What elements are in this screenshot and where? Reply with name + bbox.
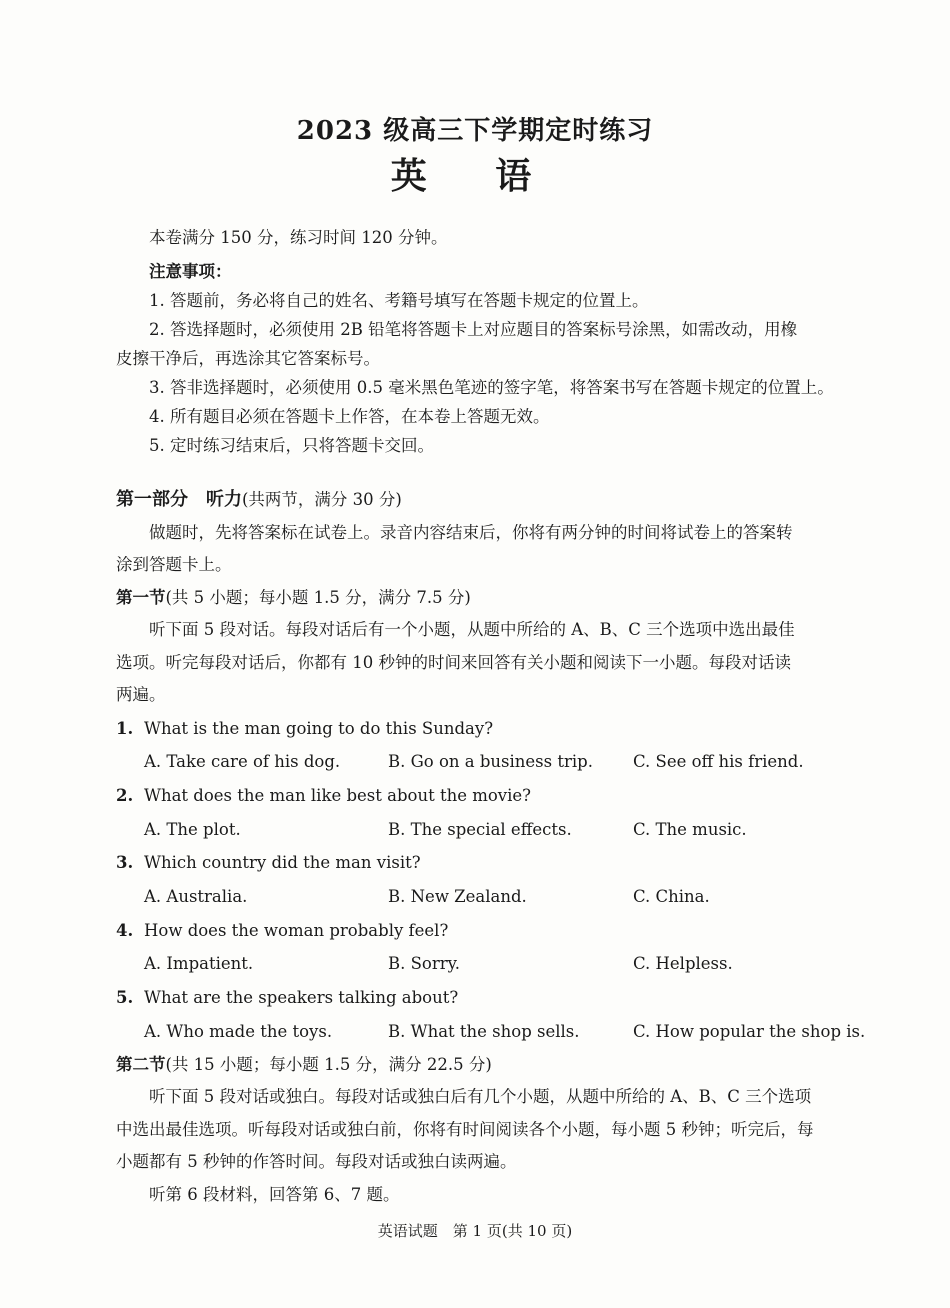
part1-block [116, 484, 876, 1211]
option-c: C. How popular the shop is. [633, 1021, 866, 1041]
question-number: 1. [116, 718, 134, 738]
intro-text: 本卷满分 150 分，练习时间 120 分钟。 [149, 228, 448, 247]
section2-instruction: 听下面 5 段对话或独白。每段对话或独白后有几个小题，从题中所给的 A、B、C 三个选项 [149, 1087, 812, 1107]
question-text: How does the woman probably feel? [144, 920, 449, 940]
option-a: A. Australia. [144, 887, 248, 907]
notice-item: 皮擦干净后，再选涂其它答案标号。 [116, 349, 380, 368]
option-b: B. New Zealand. [388, 887, 527, 907]
section1-instruction: 听下面 5 段对话。每段对话后有一个小题，从题中所给的 A、B、C 三个选项中选出最佳 [149, 620, 795, 639]
section1-heading: 第一节 [116, 587, 166, 607]
section2-heading: 第二节 [116, 1054, 166, 1074]
section2-instruction: 小题都有 5 秒钟的作答时间。每段对话或独白读两遍。 [116, 1152, 517, 1172]
notice-item: 5. 定时练习结束后，只将答题卡交回。 [149, 436, 434, 455]
exam-title: 2023 级高三下学期定时练习 [296, 116, 654, 146]
section1-heading-line [116, 582, 876, 615]
question-number: 2. [116, 785, 134, 805]
notice-item: 2. 答选择题时，必须使用 2B 铅笔将答题卡上对应题目的答案标号涂黑，如需改动，用橡 [149, 320, 798, 339]
notice-heading: 注意事项： [149, 262, 232, 281]
option-b: B. Sorry. [388, 954, 461, 974]
question [116, 779, 876, 813]
option-a: A. Impatient. [144, 954, 254, 974]
option-b: B. What the shop sells. [388, 1021, 580, 1041]
part1-heading-line [116, 484, 876, 517]
material-6-instruction: 听第 6 段材料，回答第 6、7 题。 [149, 1184, 400, 1204]
section1-instruction: 选项。听完每段对话后，你都有 10 秒钟的时间来回答有关小题和阅读下一小题。每段对话读 [116, 652, 791, 672]
question [116, 712, 876, 746]
part1-heading: 第一部分 听力 [116, 489, 242, 510]
question [116, 846, 876, 880]
option-b: B. The special effects. [388, 819, 572, 839]
section1-note: (共 5 小题；每小题 1.5 分，满分 7.5 分) [165, 587, 471, 607]
option-b: B. Go on a business trip. [388, 752, 593, 772]
question-options [116, 947, 876, 981]
notice-item: 4. 所有题目必须在答题卡上作答，在本卷上答题无效。 [149, 407, 550, 426]
question-text: Which country did the man visit? [144, 853, 421, 873]
subject-title: 英 语 [390, 155, 560, 197]
option-a: A. Take care of his dog. [144, 752, 341, 772]
option-a: A. The plot. [144, 819, 241, 839]
question-list [116, 712, 876, 1049]
question-number: 4. [116, 920, 134, 940]
question-options [116, 880, 876, 914]
page-footer: 英语试题 第 1 页(共 10 页) [377, 1222, 573, 1240]
question-options [116, 745, 876, 779]
question-number: 5. [116, 988, 134, 1008]
part1-heading-note: (共两节，满分 30 分) [242, 490, 402, 509]
notice-item: 3. 答非选择题时，必须使用 0.5 毫米黑色笔迹的签字笔，将答案书写在答题卡规定的位置上。 [149, 378, 834, 397]
notice-block [116, 257, 876, 460]
section2-note: (共 15 小题；每小题 1.5 分，满分 22.5 分) [165, 1054, 492, 1074]
question-number: 3. [116, 853, 134, 873]
option-c: C. See off his friend. [633, 752, 804, 772]
question [116, 914, 876, 948]
option-c: C. Helpless. [633, 954, 733, 974]
question-options [116, 1015, 876, 1049]
question-options [116, 813, 876, 847]
option-c: C. The music. [633, 819, 747, 839]
section1-instruction: 两遍。 [116, 685, 166, 704]
option-a: A. Who made the toys. [144, 1021, 333, 1041]
section2-instruction: 中选出最佳选项。听每段对话或独白前，你将有时间阅读各个小题，每小题 5 秒钟；听完后，每 [116, 1119, 814, 1139]
intro-block [116, 221, 876, 254]
question [116, 981, 876, 1015]
part1-instruction: 做题时，先将答案标在试卷上。录音内容结束后，你将有两分钟的时间将试卷上的答案转 [149, 522, 793, 542]
question-text: What is the man going to do this Sunday? [144, 718, 494, 738]
question-text: What are the speakers talking about? [144, 988, 459, 1008]
part1-instruction: 涂到答题卡上。 [116, 555, 232, 574]
option-c: C. China. [633, 887, 710, 907]
section2-heading-line [116, 1049, 876, 1082]
notice-item: 1. 答题前，务必将自己的姓名、考籍号填写在答题卡规定的位置上。 [149, 291, 649, 310]
question-text: What does the man like best about the movie? [144, 785, 532, 805]
